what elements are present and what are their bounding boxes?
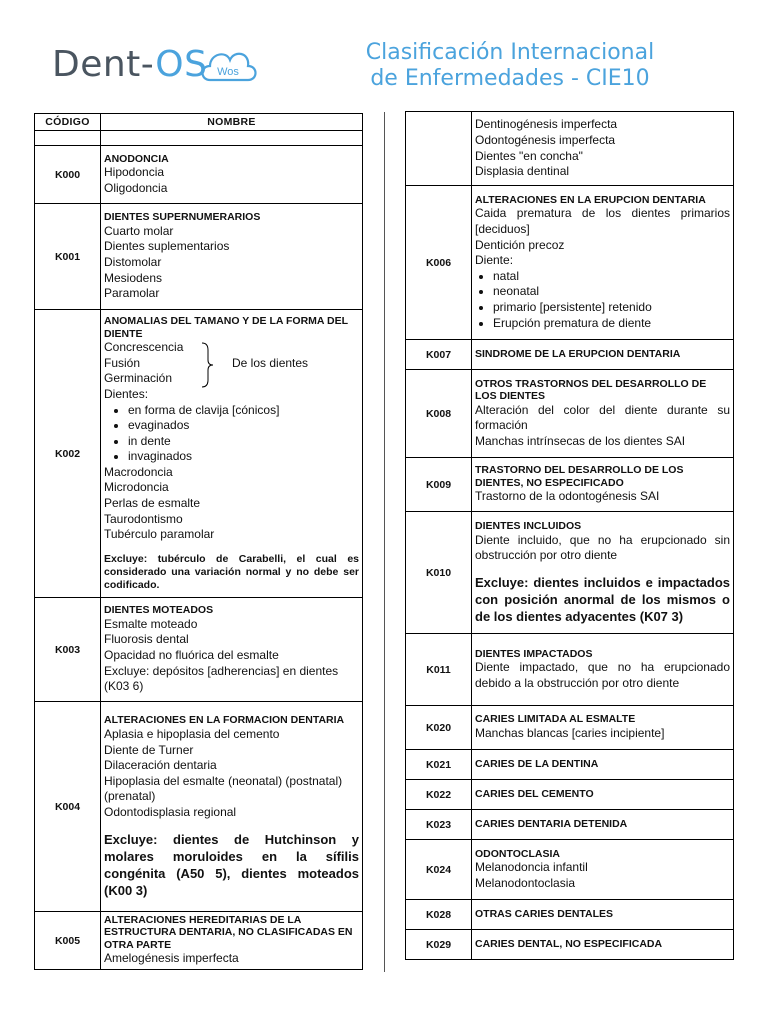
name-cell	[472, 340, 734, 370]
code-cell: K021	[406, 750, 472, 780]
cloud-text: Wos	[217, 66, 239, 78]
bullet-list	[475, 269, 730, 331]
name-cell	[472, 840, 734, 900]
bullet-item: • natal	[493, 269, 730, 285]
bullet-item: • Erupción prematura de diente	[493, 316, 730, 332]
entry-title: ANODONCIA	[104, 152, 169, 165]
entry-line: Alteración del color del diente durante su formación	[475, 402, 730, 433]
entry-line: Diente de Turner	[104, 742, 194, 757]
code-cell: K000	[35, 146, 101, 204]
entry-title: CARIES DENTAL, NO ESPECIFICADA	[475, 938, 663, 951]
entry-title: OTRAS CARIES DENTALES	[475, 908, 614, 921]
column-divider	[384, 112, 385, 972]
entry-line: Distomolar	[104, 254, 162, 269]
logo-suffix: OS	[155, 44, 208, 85]
entry-line: Melanodontoclasia	[475, 875, 576, 890]
table-row	[35, 912, 363, 970]
logo-prefix: Dent-	[52, 44, 156, 85]
entry-line: Germinación	[104, 371, 173, 386]
entry-line: Trastorno de la odontogénesis SAI	[475, 489, 660, 504]
column-header-code: CÓDIGO	[35, 114, 101, 131]
table-row	[406, 512, 734, 634]
column-header-name: NOMBRE	[101, 114, 363, 131]
spacer-row	[35, 131, 363, 146]
table-row	[406, 634, 734, 706]
name-cell	[472, 750, 734, 780]
entry-line: Diente impactado, que no ha erupcionado debido a la obstrucción por otro diente	[475, 660, 730, 690]
table-row	[35, 310, 363, 598]
table-row	[406, 706, 734, 750]
table-row	[406, 810, 734, 840]
table-row	[406, 840, 734, 900]
name-cell	[472, 112, 734, 186]
name-cell	[101, 598, 363, 702]
document-title	[340, 40, 680, 92]
name-cell	[472, 634, 734, 706]
entry-title: DIENTES SUPERNUMERARIOS	[104, 211, 261, 224]
code-cell: K023	[406, 810, 472, 840]
name-cell	[472, 780, 734, 810]
name-cell	[472, 370, 734, 458]
code-cell: K005	[35, 912, 101, 970]
entry-line: Caida prematura de los dientes primarios [deciduos]	[475, 206, 730, 236]
code-cell-empty	[406, 112, 472, 186]
entry-line: Dientes suplementarios	[104, 239, 230, 254]
name-cell	[472, 930, 734, 960]
entry-title: CARIES DEL CEMENTO	[475, 788, 594, 801]
name-cell	[101, 912, 363, 970]
table-row	[406, 186, 734, 340]
code-cell: K028	[406, 900, 472, 930]
name-cell	[101, 204, 363, 310]
entry-line: Taurodontismo	[104, 511, 183, 526]
entry-line: Displasia dentinal	[475, 164, 570, 179]
name-cell	[472, 900, 734, 930]
name-cell	[472, 810, 734, 840]
entry-line: Amelogénesis imperfecta	[104, 951, 239, 966]
entry-line: Paramolar	[104, 286, 160, 301]
entry-title: CARIES DE LA DENTINA	[475, 758, 599, 771]
entry-line: Opacidad no fluórica del esmalte	[104, 647, 279, 662]
entry-title: DIENTES IMPACTADOS	[475, 647, 593, 660]
entry-line: Fluorosis dental	[104, 632, 189, 647]
code-cell: K022	[406, 780, 472, 810]
entry-line: Oligodoncia	[104, 180, 168, 195]
entry-line: Dilaceración dentaria	[104, 758, 217, 773]
entry-line: Diente:	[475, 253, 514, 268]
entry-line: Mesiodens	[104, 270, 163, 285]
name-cell	[472, 512, 734, 634]
entry-line: Tubérculo paramolar	[104, 527, 215, 542]
entry-line: Macrodoncia	[104, 464, 173, 479]
entry-line: Manchas intrínsecas de los dientes SAI	[475, 433, 686, 448]
entry-line: Manchas blancas [caries incipiente]	[475, 725, 665, 740]
bullet-list	[104, 403, 359, 465]
exclusion-note: Excluye: tubérculo de Carabelli, el cual es considerado una variación normal y no debe ser codificado.	[104, 552, 359, 591]
entry-line: Dentinogénesis imperfecta	[475, 117, 618, 132]
table-row	[406, 340, 734, 370]
table-row	[35, 146, 363, 204]
logo	[52, 44, 207, 85]
entry-line: Fusión	[104, 355, 141, 370]
table-row	[406, 780, 734, 810]
name-cell	[101, 146, 363, 204]
entry-line: Dientes:	[104, 386, 149, 401]
entry-line: Dientes "en concha"	[475, 148, 583, 163]
code-cell: K004	[35, 702, 101, 912]
name-cell	[472, 706, 734, 750]
code-cell: K010	[406, 512, 472, 634]
bullet-item: • en forma de clavija [cónicos]	[128, 403, 359, 419]
table-row	[406, 750, 734, 780]
name-cell	[472, 458, 734, 512]
name-cell	[472, 186, 734, 340]
code-cell: K020	[406, 706, 472, 750]
entry-title: ODONTOCLASIA	[475, 847, 560, 860]
entry-line: Cuarto molar	[104, 223, 174, 238]
entry-line: Hipodoncia	[104, 165, 165, 180]
entry-title: TRASTORNO DEL DESARROLLO DE LOS DIENTES, NO ESPECIFICADO	[475, 464, 684, 489]
entry-line: Aplasia e hipoplasia del cemento	[104, 726, 280, 741]
right-table	[405, 111, 734, 960]
entry-line: Perlas de esmalte	[104, 496, 201, 511]
table-row	[35, 204, 363, 310]
entry-title: ANOMALIAS DEL TAMANO Y DE LA FORMA DEL DIENTE	[104, 315, 348, 340]
bullet-item: • in dente	[128, 434, 359, 450]
entry-line: Odontogénesis imperfecta	[475, 132, 616, 147]
left-table	[34, 113, 363, 970]
entry-title: ALTERACIONES EN LA ERUPCION DENTARIA	[475, 193, 706, 206]
bullet-item: • evaginados	[128, 418, 359, 434]
code-cell: K008	[406, 370, 472, 458]
code-cell: K011	[406, 634, 472, 706]
table-row	[406, 458, 734, 512]
entry-line: Hipoplasia del esmalte (neonatal) (postnatal) (prenatal)	[104, 773, 343, 804]
brace-label: De los dientes	[232, 356, 309, 371]
entry-title: OTROS TRASTORNOS DEL DESARROLLO DE LOS DIENTES	[475, 377, 707, 403]
bullet-item: • invaginados	[128, 449, 359, 465]
entry-title: CARIES LIMITADA AL ESMALTE	[475, 713, 636, 726]
entry-line: Microdoncia	[104, 480, 169, 495]
entry-line: Concrescencia	[104, 340, 184, 355]
page-header	[0, 0, 768, 100]
code-cell: K009	[406, 458, 472, 512]
entry-title: ALTERACIONES EN LA FORMACION DENTARIA	[104, 714, 345, 727]
table-header-row	[35, 114, 363, 131]
brace-group	[104, 340, 359, 387]
bullet-item: • neonatal	[493, 284, 730, 300]
entry-line: Dentición precoz	[475, 237, 565, 252]
table-row	[35, 702, 363, 912]
code-cell: K006	[406, 186, 472, 340]
entry-line: Odontodisplasia regional	[104, 804, 237, 819]
name-cell	[101, 310, 363, 598]
code-cell: K003	[35, 598, 101, 702]
code-cell: K002	[35, 310, 101, 598]
exclusion-note: Excluye: dientes de Hutchinson y molares moruloides en la sífilis congénita (A50 5), dientes moteados (K00 3)	[104, 831, 359, 898]
entry-title: CARIES DENTARIA DETENIDA	[475, 818, 628, 831]
curly-brace-icon	[200, 342, 214, 388]
entry-line: Esmalte moteado	[104, 616, 198, 631]
code-cell: K007	[406, 340, 472, 370]
entry-title: ALTERACIONES HEREDITARIAS DE LA ESTRUCTURA DENTARIA, NO CLASIFICADAS EN OTRA PARTE	[104, 913, 353, 951]
code-cell: K024	[406, 840, 472, 900]
table-row	[406, 370, 734, 458]
entry-title: DIENTES MOTEADOS	[104, 604, 214, 617]
title-line-2: de Enfermedades - CIE10	[370, 66, 650, 91]
exclusion-note: Excluye: dientes incluidos e impactados con posición anormal de los mismos o de los dientes adyacentes (K07 3)	[475, 574, 730, 624]
entry-line: Diente incluido, que no ha erupcionado sin obstrucción por otro diente	[475, 532, 730, 563]
cloud-tooth-icon	[198, 42, 258, 86]
code-cell: K029	[406, 930, 472, 960]
entry-title: DIENTES INCLUIDOS	[475, 520, 582, 533]
code-cell: K001	[35, 204, 101, 310]
table-row	[406, 900, 734, 930]
table-row	[406, 112, 734, 186]
entry-title: SINDROME DE LA ERUPCION DENTARIA	[475, 348, 681, 361]
table-row	[406, 930, 734, 960]
exclusion-note: Excluye: depósitos [adherencias] en dientes (K03 6)	[104, 663, 339, 694]
entry-line: Melanodoncia infantil	[475, 860, 588, 875]
table-row	[35, 598, 363, 702]
bullet-item: • primario [persistente] retenido	[493, 300, 730, 316]
title-line-1: Clasificación Internacional	[365, 40, 655, 65]
name-cell	[101, 702, 363, 912]
